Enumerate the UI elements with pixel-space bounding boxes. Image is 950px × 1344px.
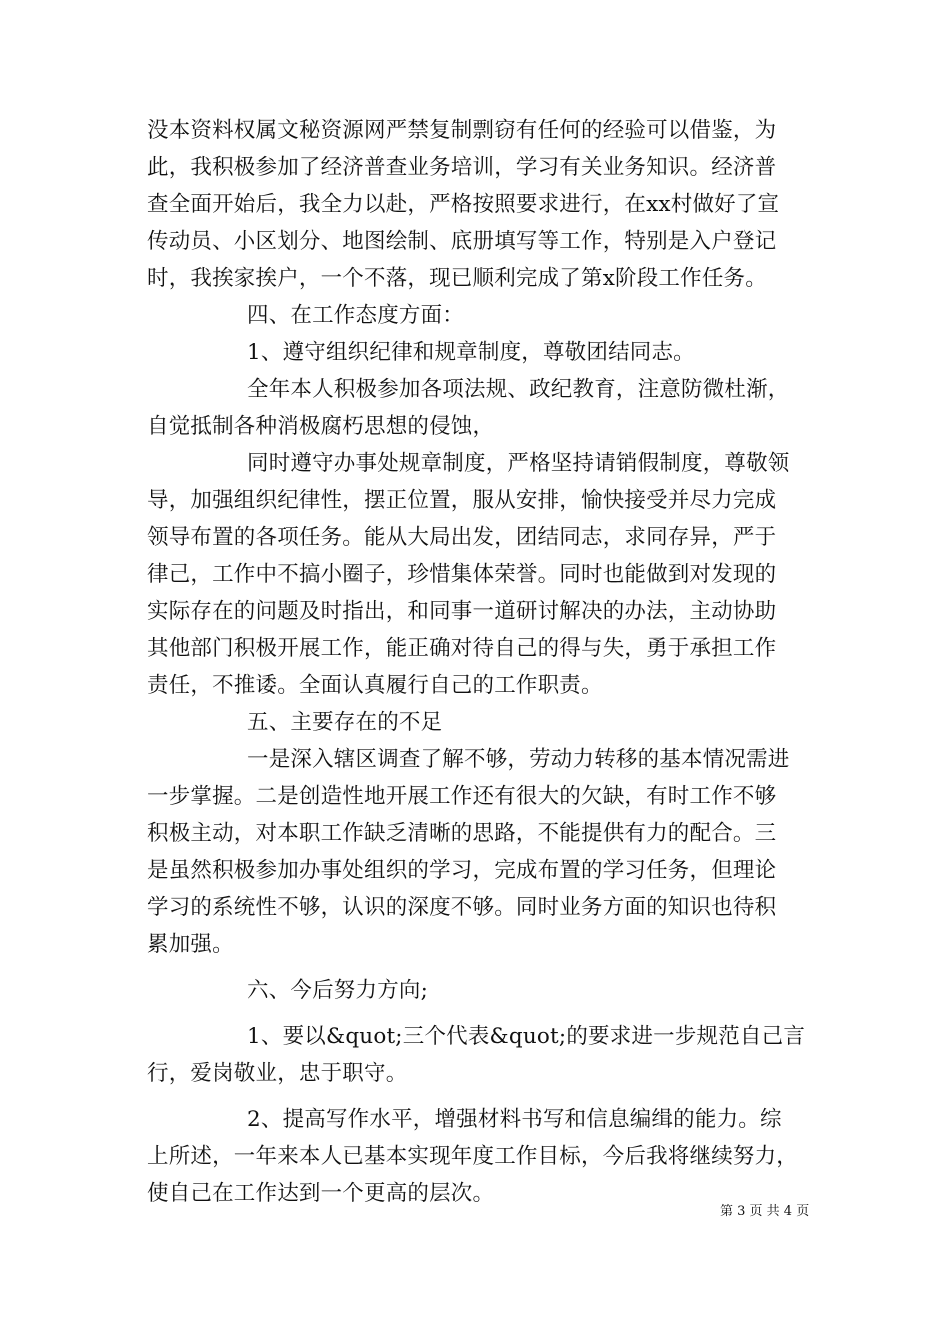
body-text-line: 使自己在工作达到一个更高的层次。 bbox=[147, 1181, 495, 1206]
body-text-line: 时，我挨家挨户，一个不落，现已顺利完成了第x阶段工作任务。 bbox=[147, 266, 767, 291]
body-text-line: 2、提高写作水平，增强材料书写和信息编缉的能力。综 bbox=[247, 1107, 782, 1132]
section-heading: 四、在工作态度方面： bbox=[247, 303, 465, 328]
body-text-line: 行，爱岗敬业，忠于职守。 bbox=[147, 1061, 408, 1086]
section-heading: 六、今后努力方向; bbox=[247, 978, 429, 1003]
body-text-line: 1、要以&quot;三个代表&quot;的要求进一步规范自己言 bbox=[247, 1024, 806, 1049]
body-text-line: 领导布置的各项任务。能从大局出发，团结同志，求同存异，严于 bbox=[147, 525, 777, 550]
body-text-line: 上所述，一年来本人已基本实现年度工作目标，今后我将继续努力， bbox=[147, 1144, 799, 1169]
body-text-line: 律己，工作中不搞小圈子，珍惜集体荣誉。同时也能做到对发现的 bbox=[147, 562, 777, 587]
body-text-line: 其他部门积极开展工作，能正确对待自己的得与失，勇于承担工作 bbox=[147, 636, 777, 661]
body-text-line: 实际存在的问题及时指出，和同事一道研讨解决的办法，主动协助 bbox=[147, 599, 777, 624]
body-text-line: 没本资料权属文秘资源网严禁复制剽窃有任何的经验可以借鉴，为 bbox=[147, 118, 777, 143]
body-text-line: 此，我积极参加了经济普查业务培训，学习有关业务知识。经济普 bbox=[147, 155, 777, 180]
body-text-line: 积极主动，对本职工作缺乏清晰的思路，不能提供有力的配合。三 bbox=[147, 821, 777, 846]
section-heading: 五、主要存在的不足 bbox=[247, 710, 443, 735]
body-text-line: 查全面开始后，我全力以赴，严格按照要求进行，在xx村做好了宣 bbox=[147, 192, 780, 217]
body-text-line: 责任，不推诿。全面认真履行自己的工作职责。 bbox=[147, 673, 603, 698]
page-number: 第 3 页 共 4 页 bbox=[720, 1204, 810, 1219]
body-text-line: 是虽然积极参加办事处组织的学习，完成布置的学习任务，但理论 bbox=[147, 858, 777, 883]
body-text-line: 一步掌握。二是创造性地开展工作还有很大的欠缺，有时工作不够 bbox=[147, 784, 777, 809]
body-text-line: 全年本人积极参加各项法规、政纪教育，注意防微杜渐， bbox=[247, 377, 790, 402]
body-text-line: 一是深入辖区调查了解不够，劳动力转移的基本情况需进 bbox=[247, 747, 790, 772]
body-text-line: 累加强。 bbox=[147, 932, 234, 957]
body-text-line: 传动员、小区划分、地图绘制、底册填写等工作，特别是入户登记 bbox=[147, 229, 777, 254]
body-text-line: 导，加强组织纪律性，摆正位置，服从安排，愉快接受并尽力完成 bbox=[147, 488, 777, 513]
body-text-line: 学习的系统性不够，认识的深度不够。同时业务方面的知识也待积 bbox=[147, 895, 777, 920]
body-text-line: 自觉抵制各种消极腐朽思想的侵蚀， bbox=[147, 414, 495, 439]
subsection-heading: 1、遵守组织纪律和规章制度，尊敬团结同志。 bbox=[247, 340, 695, 365]
body-text-line: 同时遵守办事处规章制度，严格坚持请销假制度，尊敬领 bbox=[247, 451, 790, 476]
